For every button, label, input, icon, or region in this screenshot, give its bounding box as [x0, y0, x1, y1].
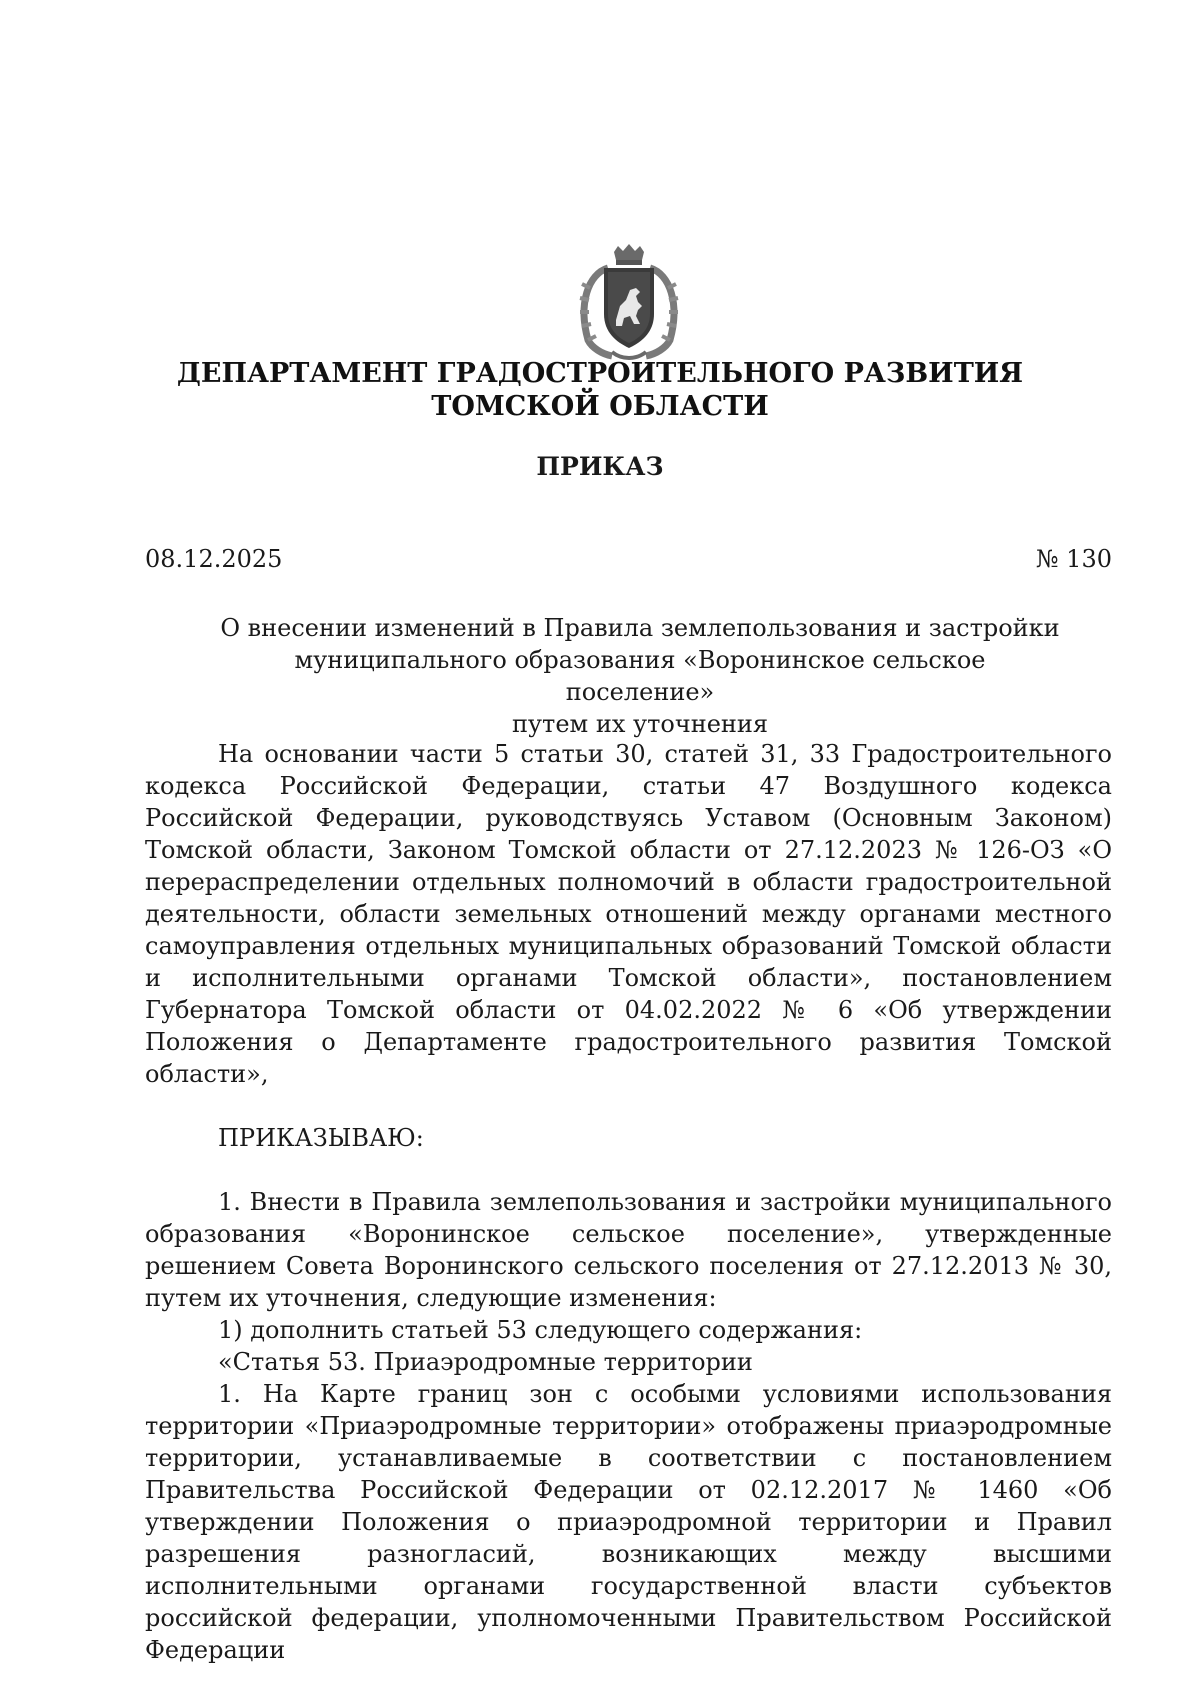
document-type: ПРИКАЗ — [536, 452, 664, 481]
article-title: «Статья 53. Приаэродромные территории — [218, 1348, 753, 1376]
legal-basis-paragraph: На основании части 5 статьи 30, статей 31, 33 Градостроительного кодекса Российской Федерации, статьи 47 Воздушного кодекса Российской Федерации, руководствуясь Уставом (Основным Законом) Томской области, Законом Томской области от 27.12.2023 № 126-ОЗ «О перераспределении отдельных полномочий в области градостроительной деятельности, области земельных отношений между органами местного самоуправления отдельных муниципальных образований Томской области и исполнительными органами Томской области», постановлением Губернатора Томской области от 04.02.2022 № 6 «Об утверждении Положения о Департаменте градостроительного развития Томской области», — [145, 740, 1112, 1088]
subject-line1: О внесении изменений в Правила землепользования и застройки — [220, 614, 1060, 642]
department-name-line1: ДЕПАРТАМЕНТ ГРАДОСТРОИТЕЛЬНОГО РАЗВИТИЯ — [176, 358, 1024, 389]
article-paragraph-1: 1. На Карте границ зон с особыми условиями использования территории «Приаэродромные территории» отображены приаэродромные территории, устанавливаемые в соответствии с постановлением Правительства Российской Федерации от 02.12.2017 № 1460 «Об утверждении Положения о приаэродромной территории и Правил разрешения разногласий, возникающих между высшими исполнительными органами государственной власти субъектов российской федерации, уполномоченными Правительством Российской Федерации — [145, 1380, 1112, 1664]
order-subject — [220, 612, 1060, 740]
item-1-paragraph: 1. Внести в Правила землепользования и застройки муниципального образования «Воронинское сельское поселение», утвержденные решением Совета Воронинского сельского поселения от 27.12.2013 № 30, путем их уточнения, следующие изменения: — [145, 1188, 1112, 1312]
order-date: 08.12.2025 — [145, 545, 283, 573]
order-number: № 130 — [1035, 545, 1112, 573]
sub-item-1-paragraph: 1) дополнить статьей 53 следующего содержания: — [218, 1316, 863, 1344]
department-name — [0, 357, 1200, 423]
order-word: ПРИКАЗЫВАЮ: — [218, 1124, 424, 1152]
order-body — [145, 738, 1112, 1666]
subject-line2: муниципального образования «Воронинское сельское поселение» — [294, 646, 986, 706]
coat-of-arms-icon — [568, 244, 690, 362]
department-name-line2: ТОМСКОЙ ОБЛАСТИ — [431, 391, 769, 422]
subject-line3: путем их уточнения — [511, 710, 769, 738]
